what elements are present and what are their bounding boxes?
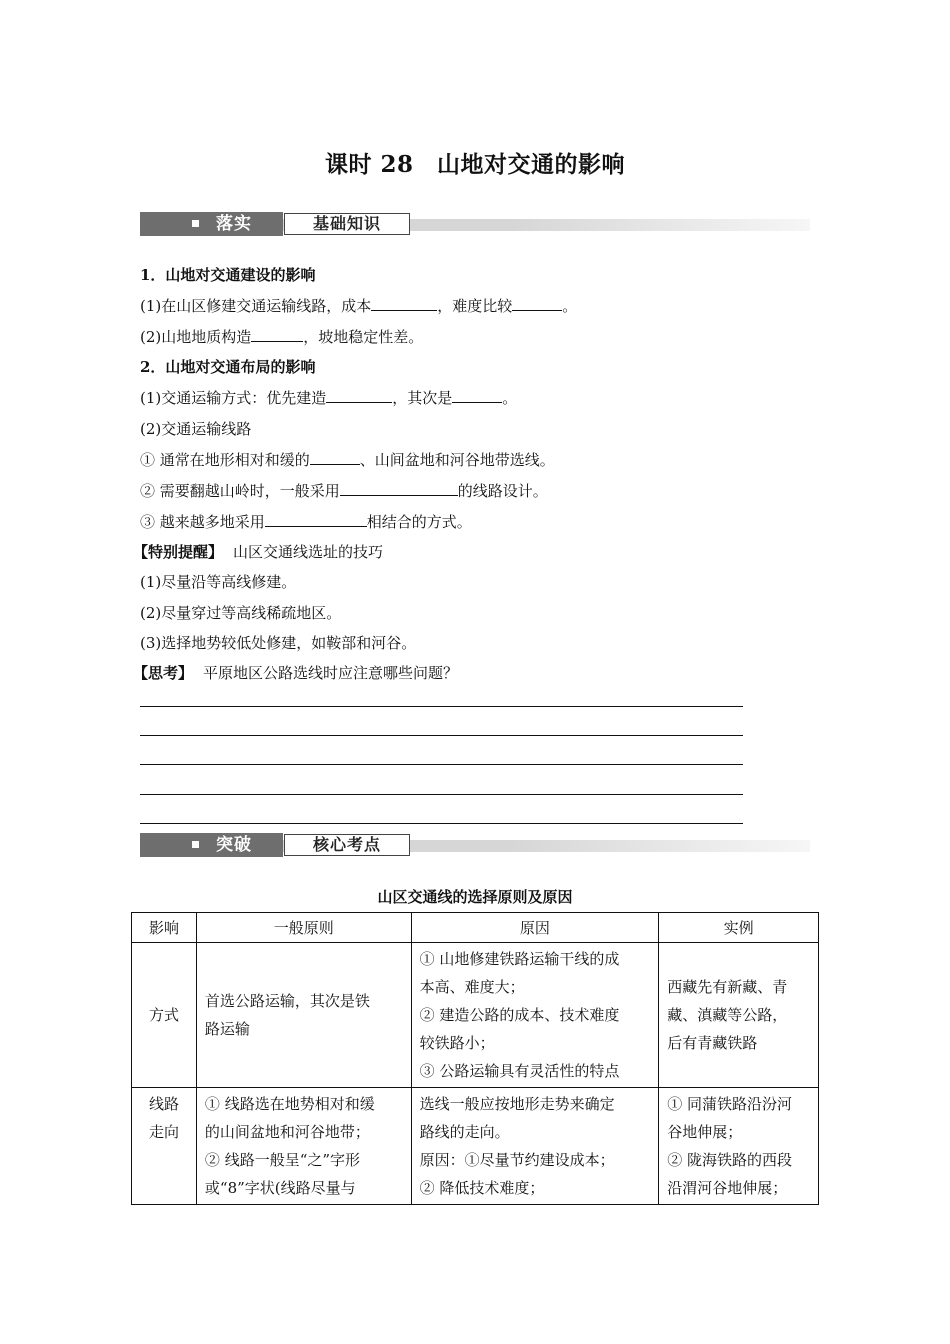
page-title: 课时 28 山地对交通的影响 xyxy=(324,151,625,178)
table-header-row xyxy=(132,913,819,943)
tip-item: (3)选择地势较低处修建，如鞍部和河谷。 xyxy=(140,634,417,652)
banner-dark-block xyxy=(140,212,283,236)
fill-blank[interactable] xyxy=(326,388,392,403)
table-cell: ① 山地修建铁路运输干线的成 本高、难度大； ② 建造公路的成本、技术难度 较铁路小； ③ 公路运输具有灵活性的特点 xyxy=(411,943,659,1088)
answer-line[interactable] xyxy=(140,823,743,824)
header-cell: 影响 xyxy=(132,913,197,943)
s1-line-2: (2)山地地质构造 ，坡地稳定性差。 xyxy=(140,328,424,346)
table-cell: 方式 xyxy=(132,943,197,1088)
header-cell: 一般原则 xyxy=(196,913,411,943)
banner-dark-label: 突破 xyxy=(216,835,252,855)
answer-line[interactable] xyxy=(140,706,743,707)
header-cell: 实例 xyxy=(659,913,819,943)
answer-line[interactable] xyxy=(140,794,743,795)
table-cell: 线路 走向 xyxy=(132,1088,197,1205)
s1-line-1: (1)在山区修建交通运输线路，成本 ，难度比较 。 xyxy=(140,297,578,315)
answer-line[interactable] xyxy=(140,735,743,736)
fill-blank[interactable] xyxy=(371,296,437,311)
table-cell: 西藏先有新藏、青 藏、滇藏等公路， 后有青藏铁路 xyxy=(659,943,819,1088)
fill-blank[interactable] xyxy=(310,450,360,465)
table-cell: ① 同蒲铁路沿汾河 谷地伸展； ② 陇海铁路的西段 沿渭河谷地伸展； xyxy=(659,1088,819,1205)
table-caption: 山区交通线的选择原则及原因 xyxy=(377,888,573,906)
header-cell: 原因 xyxy=(411,913,659,943)
tip-heading: 【特别提醒】 山区交通线选址的技巧 xyxy=(133,543,384,561)
think-heading: 【思考】 平原地区公路选线时应注意哪些问题？ xyxy=(133,664,459,682)
tip-item: (1)尽量沿等高线修建。 xyxy=(140,573,297,591)
table-row xyxy=(132,1088,819,1205)
banner-dark-label: 落实 xyxy=(216,214,252,234)
square-bullet-icon xyxy=(192,841,199,848)
square-bullet-icon xyxy=(192,220,199,227)
answer-line[interactable] xyxy=(140,764,743,765)
banner-light-label: 基础知识 xyxy=(284,213,410,235)
fill-blank[interactable] xyxy=(452,388,502,403)
principles-table xyxy=(131,912,819,1205)
section-1-heading: 1．山地对交通建设的影响 xyxy=(140,266,316,284)
fill-blank[interactable] xyxy=(340,481,458,496)
table-cell: 选线一般应按地形走势来确定 路线的走向。 原因：①尽量节约建设成本； ② 降低技术难度； xyxy=(411,1088,659,1205)
section-2-heading: 2．山地对交通布局的影响 xyxy=(140,358,316,376)
table-cell: ① 线路选在地势相对和缓 的山间盆地和河谷地带； ② 线路一般呈“之”字形 或“8”字状(线路尽量与 xyxy=(196,1088,411,1205)
s2-line-2: (2)交通运输线路 xyxy=(140,420,252,438)
tip-item: (2)尽量穿过等高线稀疏地区。 xyxy=(140,604,342,622)
fill-blank[interactable] xyxy=(251,327,303,342)
s2-line-4: ② 需要翻越山岭时，一般采用 的线路设计。 xyxy=(140,482,548,500)
banner-dark-block xyxy=(140,833,283,857)
table-cell: 首选公路运输，其次是铁 路运输 xyxy=(196,943,411,1088)
s2-line-1: (1)交通运输方式：优先建造 ，其次是 。 xyxy=(140,389,518,407)
table-row xyxy=(132,943,819,1088)
section-banner-core xyxy=(140,833,810,859)
fill-blank[interactable] xyxy=(512,296,562,311)
s2-line-3: ① 通常在地形相对和缓的 、山间盆地和河谷地带选线。 xyxy=(140,451,555,469)
s2-line-5: ③ 越来越多地采用 相结合的方式。 xyxy=(140,513,472,531)
banner-light-label: 核心考点 xyxy=(284,834,410,856)
section-banner-basics xyxy=(140,212,810,238)
fill-blank[interactable] xyxy=(265,512,367,527)
